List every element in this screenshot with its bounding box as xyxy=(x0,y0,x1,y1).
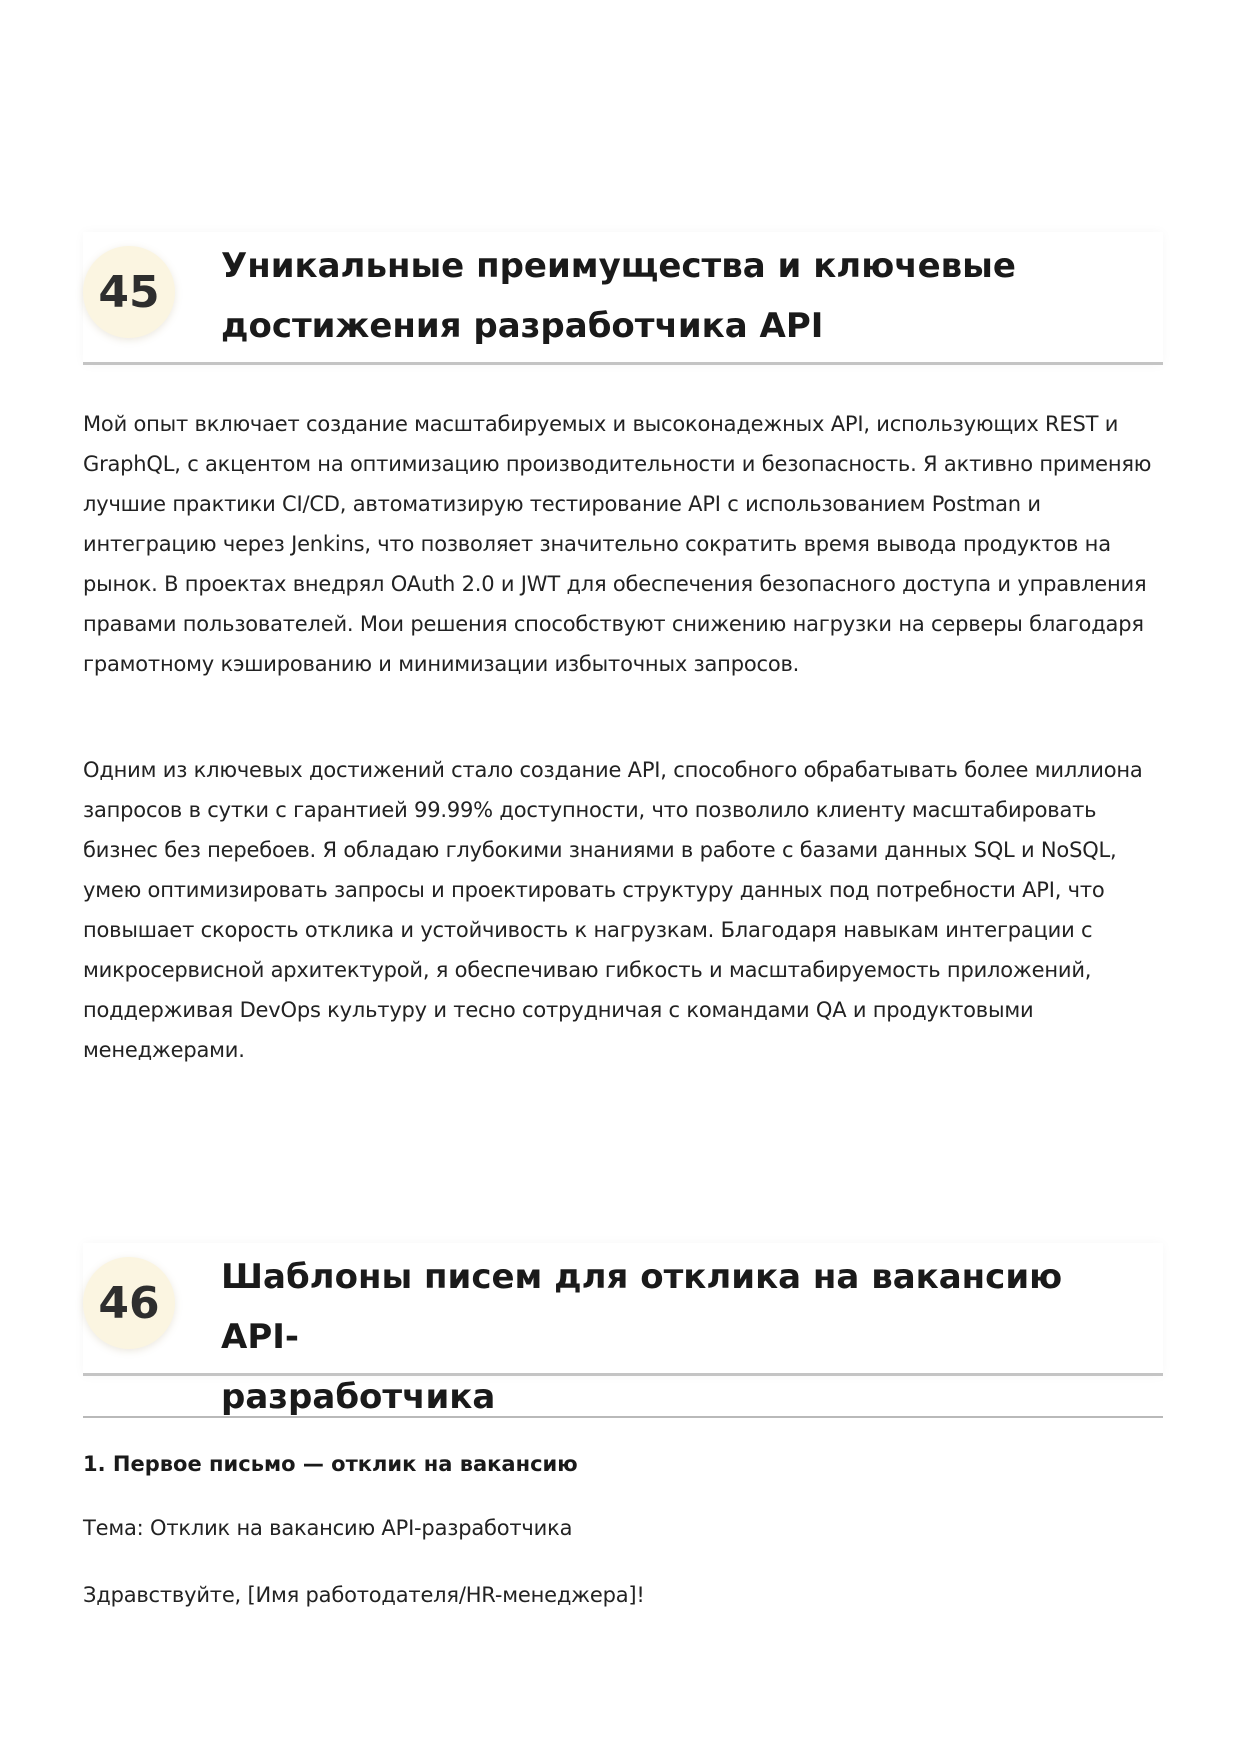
section-45-title-line1: Уникальные преимущества и ключевые xyxy=(221,246,1016,286)
section-46-title-line2: разработчика xyxy=(221,1377,496,1417)
section-45-paragraph-2: Одним из ключевых достижений стало создание API, способного обрабатывать более миллиона запросов в сутки с гарантией 99.99% доступности, что позволило клиенту масштабировать бизнес без перебоев. Я обладаю глубокими знаниями в работе с базами данных SQL и NoSQL, умею оптимизировать запросы и проектировать структуру данных под потребности API, что повышает скорость отклика и устойчивость к нагрузкам. Благодаря навыкам интеграции с микросервисной архитектурой, я обеспечиваю гибкость и масштабируемость приложений, поддерживая DevOps культуру и тесно сотрудничая с командами QA и продуктовыми менеджерами. xyxy=(83,758,1143,1062)
section-45-title-line2: достижения разработчика API xyxy=(221,306,824,346)
section-46-divider xyxy=(83,1416,1163,1418)
letter-1-greeting: Здравствуйте, [Имя работодателя/HR-менеджера]! xyxy=(83,1583,645,1607)
letter-1-heading: 1. Первое письмо — отклик на вакансию xyxy=(83,1452,578,1476)
section-46-title-line1: Шаблоны писем для отклика на вакансию API- xyxy=(221,1257,1063,1357)
section-45-number-badge: 45 xyxy=(83,246,175,338)
section-46-title xyxy=(221,1247,1143,1427)
section-45-paragraph-1: Мой опыт включает создание масштабируемых и высоконадежных API, использующих REST и GraphQL, с акцентом на оптимизацию производительности и безопасность. Я активно применяю лучшие практики CI/CD, автоматизирую тестирование API с использованием Postman и интеграцию через Jenkins, что позволяет значительно сократить время вывода продуктов на рынок. В проектах внедрял OAuth 2.0 и JWT для обеспечения безопасного доступа и управления правами пользователей. Мои решения способствуют снижению нагрузки на серверы благодаря грамотному кэшированию и минимизации избыточных запросов. xyxy=(83,412,1152,676)
section-45-title xyxy=(221,236,1143,356)
section-45-header xyxy=(83,232,1163,365)
section-46-number-badge: 46 xyxy=(83,1257,175,1349)
section-46-header xyxy=(83,1243,1163,1417)
letter-1-subject: Тема: Отклик на вакансию API-разработчика xyxy=(83,1516,573,1540)
